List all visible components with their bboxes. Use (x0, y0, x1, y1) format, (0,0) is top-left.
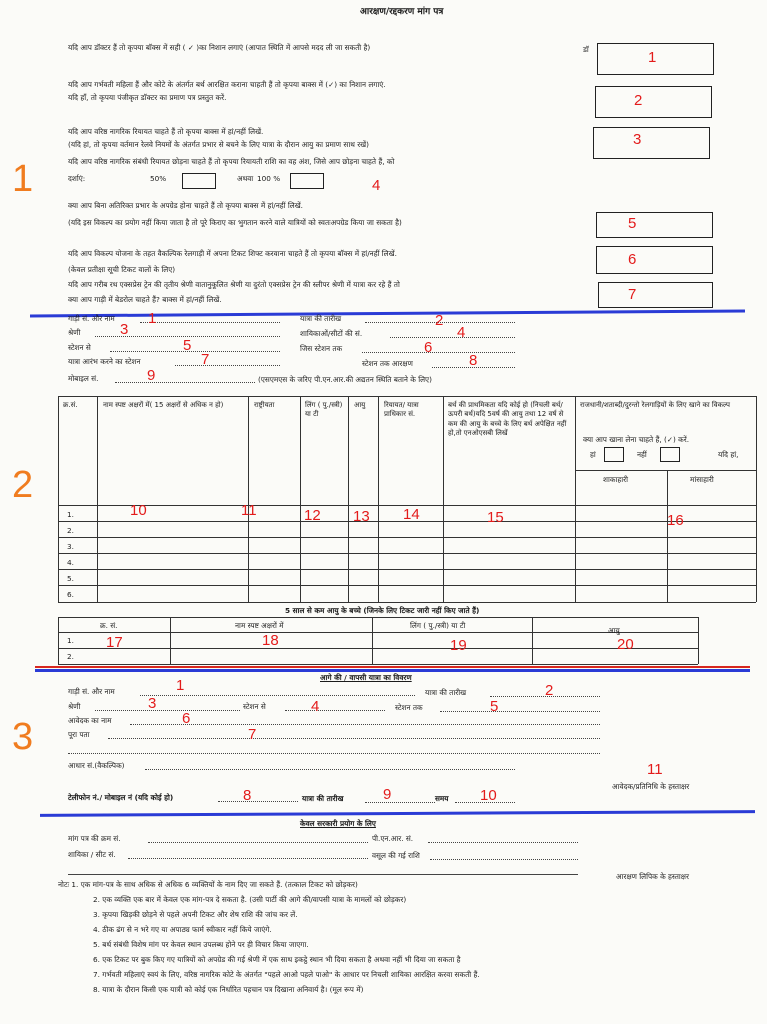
marker-t-13: 13 (353, 508, 370, 525)
marker-s1-1: 1 (648, 49, 657, 66)
meal-yes-checkbox[interactable] (604, 447, 624, 462)
doctor-label: डॉ (583, 45, 589, 54)
marker-s1-4: 4 (372, 177, 381, 194)
marker-t-15: 15 (487, 509, 504, 526)
col-line (443, 396, 444, 602)
marker-s3-8: 8 (243, 787, 252, 804)
child-row-number: 2. (67, 652, 74, 661)
meal-ifyes-label: यदि हां, (718, 450, 739, 459)
section-marker-1: 1 (12, 158, 34, 200)
marker-s3-10: 10 (480, 787, 497, 804)
senior-or-label: अथवा (237, 174, 254, 183)
marker-s3-9: 9 (383, 786, 392, 803)
marker-s2-6: 6 (424, 339, 433, 356)
row-number: 1. (67, 510, 74, 519)
nocharge-question-2: (यदि इस विकल्प का प्रयोग नहीं किया जाता है तो पूरे किराए का भुगतान करने वाले यात्रियों को स्वतःअपग्रेड किया जा सकता है) (68, 218, 402, 227)
header-meal-question: क्या आप खाना लेना चाहते हैं, (✓) करें. (583, 435, 690, 444)
marker-s2-2: 2 (435, 312, 444, 329)
senior-question-1: यदि आप वरिष्ठ नागरिक रियायत चाहते हैं तो कृपया बाक्स में हां/नहीं लिखें. (68, 127, 264, 136)
child-table-top (58, 617, 698, 618)
office-title: केवल सरकारी प्रयोग के लिए (300, 819, 376, 828)
class-label: श्रेणी (68, 328, 81, 337)
col-line (97, 396, 98, 602)
marker-s3-2: 2 (545, 682, 554, 699)
child-col-line (372, 617, 373, 664)
return-journey-title: आगे की / वापसी यात्रा का विवरण (320, 673, 412, 682)
note-3: 3. कृपया खिड़की छोड़ने से पहले अपनी टिकट और शेष राशि की जांच कर लें. (93, 910, 298, 919)
child-col-line (698, 617, 699, 664)
col-line (348, 396, 349, 602)
applicant-label: आवेदक का नाम (68, 716, 112, 725)
child-header-sno: क्र. सं. (100, 621, 118, 630)
marker-s3-1: 1 (176, 677, 185, 694)
vikalp-question-2: (केवल प्रतीक्षा सूची टिकट वालों के लिए) (68, 265, 176, 274)
marker-s2-9: 9 (147, 367, 156, 384)
address-label: पूरा पता (68, 730, 90, 739)
return-to-field[interactable] (440, 711, 600, 712)
return-class-field[interactable] (95, 710, 240, 711)
berths-label: शायिकाओं/सीटों की सं. (300, 329, 363, 338)
note-7: 7. गर्भवती महिलाएं स्वयं के लिए, वरिष्ठ नागरिक कोटे के अंतर्गत "पहले आओ पहले पाओ" के आधार पर निचली शायिका आरक्षित करवा सकती हैं. (93, 970, 480, 979)
marker-s1-3: 3 (633, 131, 642, 148)
col-line (378, 396, 379, 602)
header-sno: क्र.सं. (63, 401, 78, 409)
marker-s3-6: 6 (182, 710, 191, 727)
marker-s2-4: 4 (457, 324, 466, 341)
row-number: 2. (67, 526, 74, 535)
to-station-field[interactable] (362, 352, 515, 353)
note-4: 4. ठीक ढंग से न भरे गए या अपाठ्य फार्म स्वीकार नहीं किये जाएंगे. (93, 925, 272, 934)
senior-question-3: यदि आप वरिष्ठ नागरिक संबंधी रियायत छोड़ना चाहते हैं तो कृपया रियायती राशि का वह अंश, जिसे आप छोड़ना चाहते हैं, को (68, 157, 395, 166)
berth-seat-field[interactable] (128, 858, 368, 859)
marker-c-18: 18 (262, 632, 279, 649)
child-header-age: आयु (608, 626, 620, 635)
table-left-border (58, 396, 59, 602)
marker-t-16: 16 (667, 512, 684, 529)
child-col-line (532, 617, 533, 664)
amount-field[interactable] (430, 859, 578, 860)
amount-label: वसूल की गई राशि (372, 851, 420, 860)
note-5: 5. बर्थ संबंधी विशेष मांग पर केवल स्थान उपलब्ध होने पर ही विचार किया जाएगा. (93, 940, 309, 949)
marker-s3-5: 5 (490, 698, 499, 715)
child-row-line (58, 648, 698, 649)
section-marker-3: 3 (12, 716, 34, 758)
train-no-label: गाड़ी सं. और नाम (68, 314, 115, 323)
travel-date-label: यात्रा की तारीख (302, 794, 344, 803)
boarding-label: यात्रा आरंभ करने का स्टेशन (68, 357, 141, 366)
divider-1 (30, 310, 745, 318)
berth-seat-label: शायिका / सीट सं. (68, 850, 116, 859)
clerk-signature-label: आरक्षण लिपिक के हस्ताक्षर (616, 872, 689, 881)
senior-100-box[interactable] (290, 173, 324, 189)
travel-date-field[interactable] (365, 802, 435, 803)
nocharge-checkbox[interactable] (596, 212, 713, 238)
header-age: आयु (354, 401, 366, 409)
marker-t-11: 11 (241, 502, 257, 519)
meal-yes-label: हां (590, 450, 596, 459)
col-line (300, 396, 301, 602)
vikalp-question-1: यदि आप विकल्प योजना के तहत वैकल्पिक रेलगाड़ी में अपना टिकट शिफ्ट करवाना चाहते हैं तो कृपया बॉक्स में हां/नहीं लिखें. (68, 249, 397, 258)
signature-label: आवेदक/प्रतिनिधि के हस्ताक्षर (612, 782, 690, 791)
aadhar-field[interactable] (145, 769, 515, 770)
pregnant-question-2: यदि हाँ, तो कृपया पंजीकृत डॉक्टर का प्रमाण पत्र प्रस्तुत करें. (68, 93, 227, 102)
berths-field[interactable] (390, 337, 515, 338)
note-8: 8. यात्रा के दौरान किसी एक यात्री को कोई एक निर्धारित पहचान पत्र दिखाना अनिवार्य है। (मूल रूप में) (93, 985, 364, 994)
address-field[interactable] (108, 738, 600, 739)
divider-3 (40, 810, 755, 817)
marker-s1-6: 6 (628, 251, 637, 268)
office-bottom-rule (68, 874, 578, 875)
return-to-label: स्टेशन तक (395, 703, 423, 712)
senior-question-2: (यदि हां, तो कृपया वर्तमान रेलवे नियमों के अंतर्गत प्रभार से बचने के लिए यात्रा के दौरान आयु का प्रमाण साथ रखें) (68, 140, 369, 149)
marker-c-19: 19 (450, 637, 467, 654)
marker-t-12: 12 (304, 507, 321, 524)
marker-s3-11: 11 (647, 761, 663, 778)
request-no-field[interactable] (148, 842, 368, 843)
header-meal: राजधानी/शताब्दी/दुरन्तो रेलगाड़ियों के लिए खाने का विकल्प (580, 401, 730, 409)
child-table-title: 5 साल से कम आयु के बच्चे (जिनके लिए टिकट जारी नहीं किए जाते हैं) (285, 606, 480, 615)
senior-50-label: 50% (150, 174, 167, 183)
pregnant-question-1: यदि आप गर्भवती महिला हैं और कोटे के अंतर्गत बर्थ आरक्षित कराना चाहती हैं तो कृपया बाक्स में (✓) का निशान लगाएं. (68, 80, 386, 89)
row-number: 4. (67, 558, 74, 567)
reservation-upto-label: स्टेशन तक आरक्षण (362, 359, 413, 368)
return-from-label: स्टेशन से (243, 702, 266, 711)
marker-s3-7: 7 (248, 726, 257, 743)
marker-t-14: 14 (403, 506, 420, 523)
child-col-line (58, 617, 59, 664)
marker-s2-3: 3 (120, 321, 129, 338)
mobile-note: (एसएमएस के जरिए पी.एन.आर.की अद्यतन स्थिति बताने के लिए) (258, 375, 432, 384)
nocharge-question-1: क्या आप बिना अतिरिक्त प्रभार के अपग्रेड होना चाहते हैं तो कृपया बाक्स में हां/नहीं लिखें. (68, 201, 303, 210)
address-field-2[interactable] (68, 753, 600, 754)
pnr-label: पी.एन.आर. सं. (372, 834, 414, 843)
journey-date-label: यात्रा की तारीख (300, 314, 342, 323)
header-concession: रियायत/ यात्रा प्राधिकार सं. (384, 401, 419, 419)
col-line (248, 396, 249, 602)
table-top-border (58, 396, 756, 397)
child-header-gender: लिंग ( पु./स्त्री) या टी (410, 621, 466, 630)
aadhar-label: आधार सं.(वैकल्पिक) (68, 761, 125, 770)
marker-s3-3: 3 (148, 695, 157, 712)
return-train-no-field[interactable] (140, 695, 415, 696)
child-table-bottom (58, 664, 698, 665)
meal-no-checkbox[interactable] (660, 447, 680, 462)
header-veg: शाकाहारी (603, 475, 628, 484)
marker-s3-4: 4 (311, 698, 320, 715)
col-line (575, 396, 576, 602)
meal-subheader-line (575, 470, 756, 471)
train-no-field[interactable] (140, 322, 280, 323)
senior-checkbox[interactable] (593, 127, 710, 159)
garib-question-2: क्या आप गाड़ी में बेडरोल चाहते हैं? बाक्स में हां/नहीं लिखें. (68, 295, 222, 304)
row-line (58, 569, 756, 570)
note-2: 2. एक व्यक्ति एक बार में केवल एक मांग-पत्र दे सकता है. (उसी पार्टी की आगे की/वापसी यात्रा के मामलों को छोड़कर) (93, 895, 407, 904)
return-from-field[interactable] (285, 710, 385, 711)
divider-2-red (35, 666, 750, 668)
marker-s2-1: 1 (148, 310, 157, 327)
section-marker-2: 2 (12, 464, 34, 506)
header-nationality: राष्ट्रीयता (254, 401, 275, 409)
boarding-field[interactable] (175, 365, 280, 366)
header-berth-pref: बर्थ की प्राथमिकता यदि कोई हो (निचली बर्थ/ऊपरी बर्थ)यदि 5वर्ष की आयु तथा 12 वर्ष से कम की आयु के बच्चे के लिए बर्थ अपेक्षित नहीं हो,तो एनओएसबी लिखें (448, 401, 567, 438)
mobile-field[interactable] (115, 382, 255, 383)
marker-s2-7: 7 (201, 351, 210, 368)
garib-question-1: यदि आप गरीब रथ एक्सप्रेस ट्रेन की तृतीय श्रेणी वातानुकूलित श्रेणी या दुरंतो एक्सप्रेस ट्रेन की स्लीपर श्रेणी में यात्रा कर रहे हैं तो (68, 280, 400, 289)
doctor-question: यदि आप डॉक्टर हैं तो कृपया बॉक्स में सही ( ✓ )का निशान लगाएं (आपात स्थिति में आपसे मदद ली जा सकती है) (68, 43, 371, 52)
senior-100-label: 100 % (257, 174, 281, 183)
phone-label: टेलीफोन नं./ मोबाइल नं (यदि कोई हो) (68, 793, 174, 802)
header-name: नाम स्पष्ट अक्षरों में( 15 अक्षरों से अधिक न हो) (103, 401, 224, 409)
return-date-label: यात्रा की तारीख (425, 688, 467, 697)
row-line (58, 553, 756, 554)
row-number: 5. (67, 574, 74, 583)
header-nonveg: मांसाहारी (690, 475, 714, 484)
time-label: समय (435, 794, 449, 803)
note-6: 6. एक टिकट पर बुक किए गए यात्रियों को अपग्रेड की गई श्रेणी में एक साथ इकट्ठे स्थान भी दिया सकता है अथवा नहीं भी दिया जा सकता है (93, 955, 461, 964)
divider-2 (35, 669, 750, 672)
from-station-label: स्टेशन से (68, 343, 91, 352)
row-number: 3. (67, 542, 74, 551)
mobile-label: मोबाइल सं. (68, 374, 99, 383)
marker-t-10: 10 (130, 502, 147, 519)
pregnant-checkbox[interactable] (595, 86, 712, 118)
child-header-name: नाम स्पष्ट अक्षरों में (235, 621, 284, 630)
return-class-label: श्रेणी (68, 702, 81, 711)
applicant-field[interactable] (130, 724, 600, 725)
table-right-border (756, 396, 757, 602)
marker-s2-8: 8 (469, 352, 478, 369)
marker-s1-7: 7 (628, 286, 637, 303)
pnr-field[interactable] (428, 842, 578, 843)
row-line (58, 585, 756, 586)
return-train-no-label: गाड़ी सं. और नाम (68, 687, 115, 696)
page-title: आरक्षण/रद्दकरण मांग पत्र (360, 7, 444, 17)
senior-50-box[interactable] (182, 173, 216, 189)
request-no-label: मांग पत्र की क्रम सं. (68, 834, 121, 843)
vikalp-checkbox[interactable] (596, 246, 713, 274)
col-line (667, 470, 668, 602)
row-line (58, 537, 756, 538)
marker-s1-5: 5 (628, 215, 637, 232)
child-col-line (170, 617, 171, 664)
table-bottom-border (58, 602, 756, 603)
header-gender: लिंग ( पु./स्त्री) या टी (305, 401, 343, 419)
marker-c-20: 20 (617, 636, 634, 653)
marker-s2-5: 5 (183, 337, 192, 354)
senior-question-4: दर्शाएं: (68, 174, 86, 183)
to-station-label: जिस स्टेशन तक (300, 344, 343, 353)
from-station-field[interactable] (110, 351, 280, 352)
child-header-line (58, 632, 698, 633)
note-1: नोटः 1. एक मांग-पत्र के साथ अधिक से अधिक 6 व्यक्तियों के नाम दिए जा सकते हैं. (तत्काल टिकट को छोड़कर) (58, 880, 358, 889)
meal-no-label: नहीं (637, 450, 647, 459)
row-number: 6. (67, 590, 74, 599)
bedroll-checkbox[interactable] (598, 282, 713, 308)
phone-field[interactable] (218, 801, 298, 802)
marker-s1-2: 2 (634, 92, 643, 109)
marker-c-17: 17 (106, 634, 123, 651)
child-row-number: 1. (67, 636, 74, 645)
